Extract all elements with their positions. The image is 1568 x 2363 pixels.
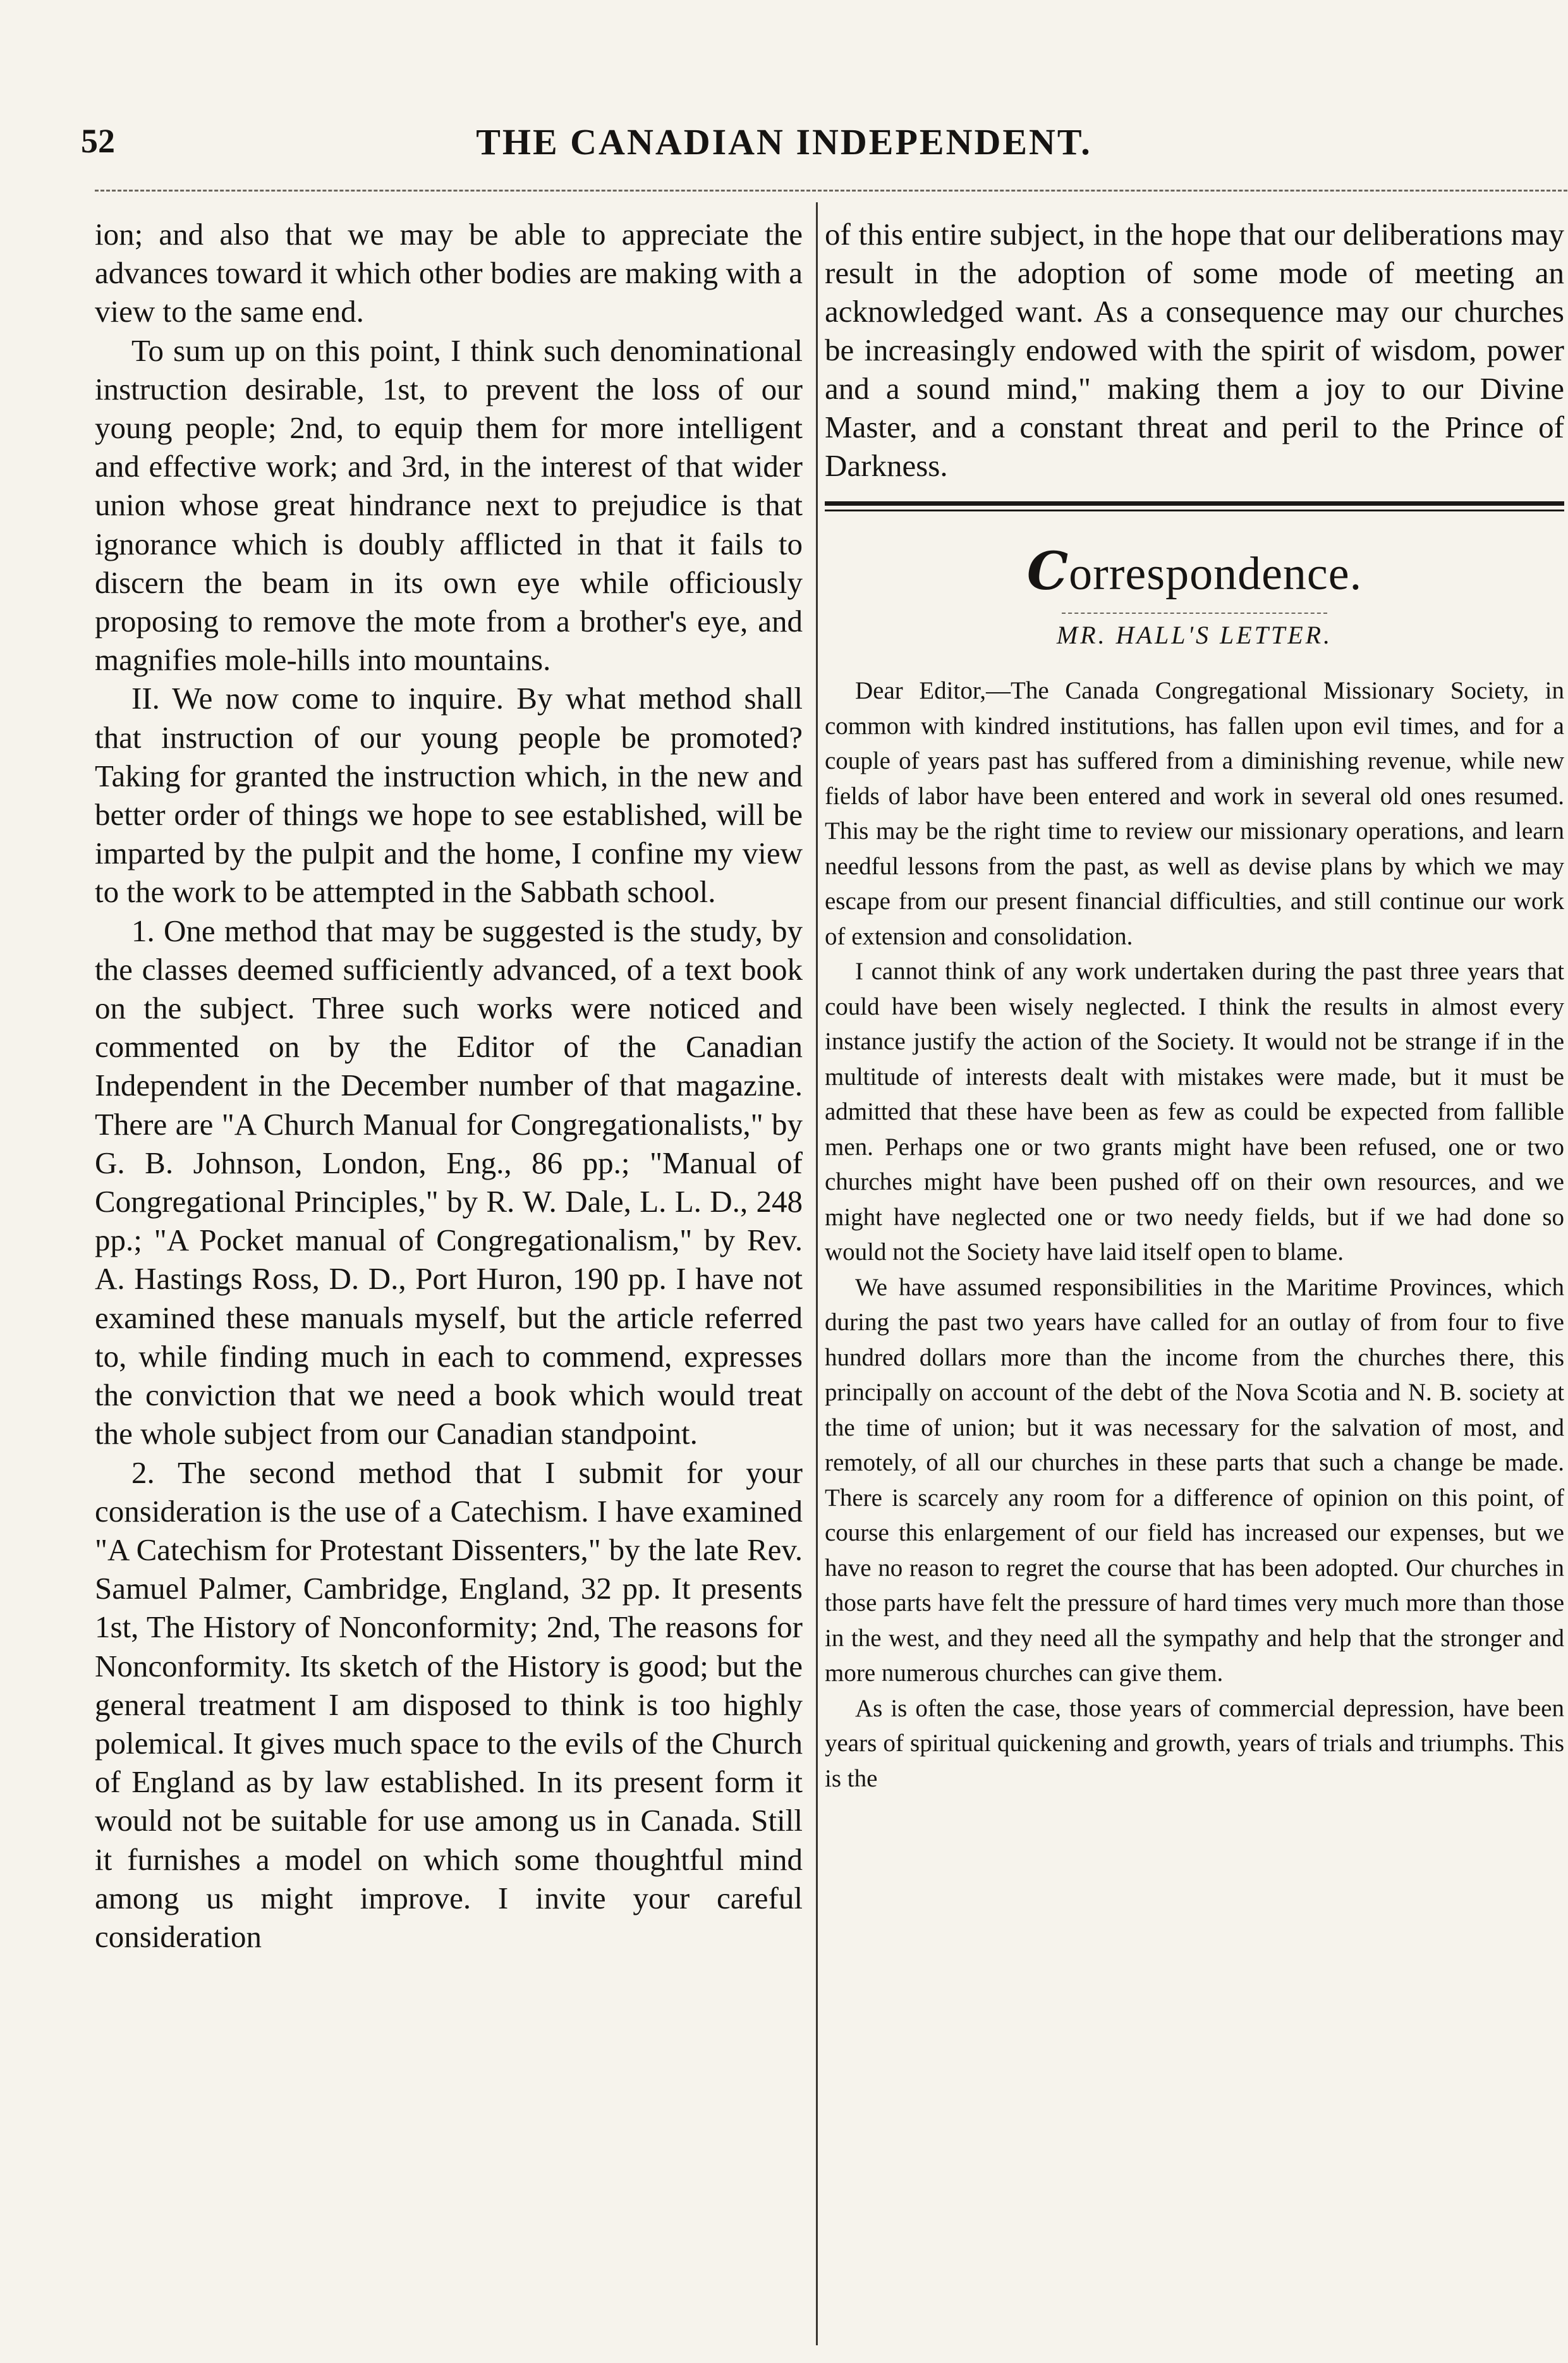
letter-paragraph-4: As is often the case, those years of commercial depression, have been years of spiritual quickening and growth, years of trials and triumphs. This is the <box>825 1694 1564 1792</box>
letter-body <box>825 673 1564 1796</box>
right-column <box>825 215 1564 1796</box>
heading-sub-rule <box>1062 613 1327 614</box>
left-paragraph-3: II. We now come to inquire. By what method shall that instruction of our young people be promoted? Taking for granted the instruction which, in the new and better order of things we hope to see established, will be imparted by the pulpit and the home, I confine my view to the work to be attempted in the Sabbath school. <box>95 681 803 910</box>
left-paragraph-5: 2. The second method that I submit for your consideration is the use of a Catechism. I have examined "A Catechism for Protestant Dissenters," by the late Rev. Samuel Palmer, Cambridge, England, 32 pp. It presents 1st, The History of Nonconformity; 2nd, The reasons for Nonconformity. Its sketch of the History is good; but the general treatment I am disposed to think is too highly polemical. It gives much space to the evils of the Church of England as by law established. In its present form it would not be suitable for use among us in Canada. Still it furnishes a model on which some thoughtful mind among us might improve. I invite your careful consideration <box>95 1455 803 1954</box>
continuation-paragraph: of this entire subject, in the hope that our deliberations may result in the adoption of some mode of meeting an acknowledged want. As a consequence may our churches be increasingly endowed with the spirit of wisdom, power and a sound mind," making them a joy to our Divine Master, and a constant threat and peril to the Prince of Darkness. <box>825 217 1564 483</box>
left-paragraph-2: To sum up on this point, I think such denominational instruction desirable, 1st, to prevent the loss of our young people; 2nd, to equip them for more intelligent and effective work; and 3rd, in the interest of that wider union whose great hindrance next to prejudice is that ignorance which is doubly afflicted in that it fails to discern the beam in its own eye while officiously proposing to remove the mote from a brother's eye, and magnifies mole-hills into mountains. <box>95 333 803 678</box>
letter-paragraph-1: Dear Editor,—The Canada Congregational Missionary Society, in common with kindred institutions, has fallen upon evil times, and for a couple of years past has suffered from a diminishing revenue, while new fields of labor have been entered and work in several old ones resumed. This may be the right time to review our missionary operations, and learn needful lessons from the past, as well as devise plans by which we may escape from our present financial difficulties, and still continue our work of extension and consolidation. <box>825 677 1564 950</box>
header-rule <box>95 190 1567 192</box>
left-paragraph-1: ion; and also that we may be able to appreciate the advances toward it which other bodies are making with a view to the same end. <box>95 217 803 329</box>
section-heading <box>825 541 1564 602</box>
running-title: THE CANADIAN INDEPENDENT. <box>476 121 1092 162</box>
page-number: 52 <box>81 122 115 160</box>
left-paragraph-4: 1. One method that may be suggested is the study, by the classes deemed sufficiently advanced, of a text book on the subject. Three such works were noticed and commented on by the Editor of the Canadian Independent in the December number of that magazine. There are "A Church Manual for Congregationalists," by G. B. Johnson, London, Eng., 86 pp.; "Manual of Congregational Principles," by R. W. Dale, L. L. D., 248 pp.; "A Pocket manual of Congregationalism," by Rev. A. Hastings Ross, D. D., Port Huron, 190 pp. I have not examined these manuals myself, but the article referred to, while finding much in each to commend, expresses the conviction that we need a book which would treat the whole subject from our Canadian standpoint. <box>95 913 803 1451</box>
letter-title: MR. HALL'S LETTER. <box>1056 621 1333 649</box>
left-column <box>95 215 803 1956</box>
section-heading-text: orrespondence. <box>1069 548 1363 600</box>
section-double-rule <box>825 501 1564 511</box>
letter-paragraph-2: I cannot think of any work undertaken during the past three years that could have been wisely neglected. I think the results in almost every instance justify the action of the Society. It would not be strange if in the multitude of interests dealt with mistakes were made, but it must be admitted that these have been as few as could be expected from fallible men. Perhaps one or two grants might have been refused, one or two churches might have been pushed off on their own resources, and we might have neglected one or two needy fields, but if we had done so would not the Society have laid itself open to blame. <box>825 958 1564 1266</box>
column-divider <box>816 202 818 2345</box>
section-heading-initial: C <box>1026 541 1069 602</box>
letter-paragraph-3: We have assumed responsibilities in the Maritime Provinces, which during the past two years have called for an outlay of from four to five hundred dollars more than the income from the churches there, this principally on account of the debt of the Nova Scotia and N. B. society at the time of union; but it was necessary for the salvation of most, and remotely, of all our churches in these parts that such a change be made. There is scarcely any room for a difference of opinion on this point, of course this enlargement of our field has increased our expenses, but we have no reason to regret the course that has been adopted. Our churches in those parts have felt the pressure of hard times very much more than those in the west, and they need all the sympathy and help that the stronger and more numerous churches can give them. <box>825 1273 1564 1687</box>
